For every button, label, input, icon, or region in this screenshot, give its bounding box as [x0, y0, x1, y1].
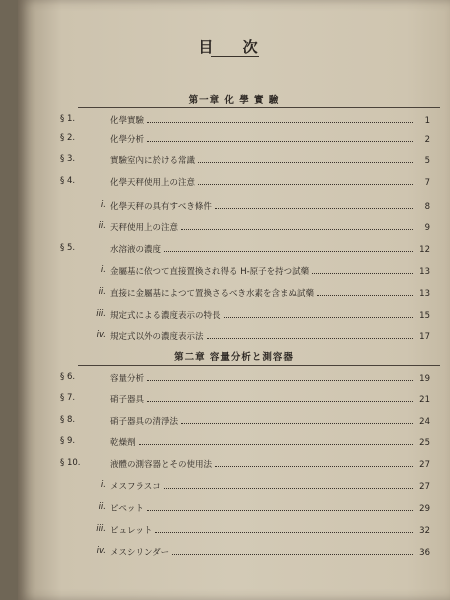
page-number: 15: [419, 311, 430, 321]
entry-title: 規定式による濃度表示の特長: [110, 311, 221, 321]
section-number: § 10.: [60, 458, 81, 468]
subsection-number: ii.: [98, 287, 106, 297]
entry-title: 規定式以外の濃度表示法: [110, 332, 204, 342]
toc-subentry: [18, 499, 450, 515]
section-number: § 1.: [60, 114, 76, 124]
toc-subentry: [18, 521, 450, 537]
section-number: § 2.: [60, 133, 76, 143]
page-number: 36: [419, 548, 430, 558]
toc-entry: [18, 412, 450, 428]
page-number: 1: [424, 116, 430, 126]
title-underline: [211, 56, 259, 57]
subsection-number: ii.: [98, 221, 106, 231]
page-number: 25: [419, 438, 430, 448]
toc-entry: [18, 433, 450, 449]
page-number: 27: [419, 482, 430, 492]
page-number: 8: [424, 202, 430, 212]
toc-entry: [18, 455, 450, 471]
toc-entry: [18, 390, 450, 406]
page-number: 19: [419, 374, 430, 384]
page-number: 27: [419, 460, 430, 470]
section-number: § 4.: [60, 176, 76, 186]
entry-title: ビュレット: [110, 526, 153, 536]
entry-title: 天秤使用上の注意: [110, 223, 179, 233]
toc-subentry: [18, 327, 450, 343]
subsection-number: i.: [100, 265, 106, 275]
subsection-number: iii.: [96, 524, 106, 534]
section-number: § 9.: [60, 436, 76, 446]
divider: [78, 107, 440, 108]
toc-entry: [18, 130, 450, 146]
page-number: 13: [419, 289, 430, 299]
toc-entry: [18, 173, 450, 189]
page-number: 32: [419, 526, 430, 536]
section-number: § 3.: [60, 154, 76, 164]
entry-title: メスフラスコ: [110, 482, 161, 492]
subsection-number: i.: [100, 200, 106, 210]
section-number: § 5.: [60, 243, 76, 253]
entry-title: ピペット: [110, 504, 144, 514]
entry-title: 容量分析: [110, 374, 145, 384]
page-number: 7: [424, 178, 430, 188]
page-number: 29: [419, 504, 430, 514]
toc-subentry: [18, 477, 450, 493]
entry-title: 水溶液の濃度: [110, 245, 162, 255]
page-number: 5: [424, 156, 430, 166]
chapter-heading: 第一章 化 學 實 驗: [188, 95, 280, 106]
entry-title: 化學天秤の具有すべき條件: [110, 202, 212, 212]
page-number: 12: [419, 245, 430, 255]
toc-entry: [18, 240, 450, 256]
section-number: § 8.: [60, 415, 76, 425]
entry-title: 化學天秤使用上の注意: [110, 178, 196, 188]
section-number: § 7.: [60, 393, 76, 403]
chapter-heading: 第二章 容量分析と測容器: [174, 352, 294, 363]
section-number: § 6.: [60, 372, 76, 382]
page-number: 17: [419, 332, 430, 342]
toc-subentry: [18, 197, 450, 213]
subsection-number: iv.: [96, 546, 106, 556]
toc-entry: [18, 151, 450, 167]
subsection-number: iii.: [96, 309, 106, 319]
page-number: 24: [419, 417, 430, 427]
toc-subentry: [18, 218, 450, 234]
subsection-number: iv.: [96, 330, 106, 340]
entry-title: 硝子器具の清淨法: [110, 417, 179, 427]
divider: [78, 365, 440, 366]
entry-title: 化學分析: [110, 135, 145, 145]
subsection-number: i.: [100, 480, 106, 490]
page-number: 13: [419, 267, 430, 277]
entry-title: 化學實驗: [110, 116, 145, 126]
entry-title: 金屬基に依つて直接置換され得る H-原子を持つ試藥: [110, 267, 310, 277]
toc-subentry: [18, 543, 450, 559]
toc-subentry: [18, 262, 450, 278]
page-title: 目 次: [198, 38, 270, 56]
toc-subentry: [18, 306, 450, 322]
entry-title: メスシリンダー: [110, 548, 170, 558]
toc-entry: [18, 111, 450, 127]
entry-title: 直接に金屬基によつて置換さるべき水素を含まぬ試藥: [110, 289, 315, 299]
page-number: 9: [424, 223, 430, 233]
toc-entry: [18, 369, 450, 385]
toc-subentry: [18, 284, 450, 300]
book-page: [18, 0, 450, 600]
page-number: 21: [419, 395, 430, 405]
subsection-number: ii.: [98, 502, 106, 512]
entry-title: 硝子器具: [110, 395, 145, 405]
entry-title: 液體の測容器とその使用法: [110, 460, 213, 470]
page-number: 2: [424, 135, 430, 145]
entry-title: 乾燥劑: [110, 438, 136, 448]
entry-title: 實驗室內に於ける常識: [110, 156, 196, 166]
